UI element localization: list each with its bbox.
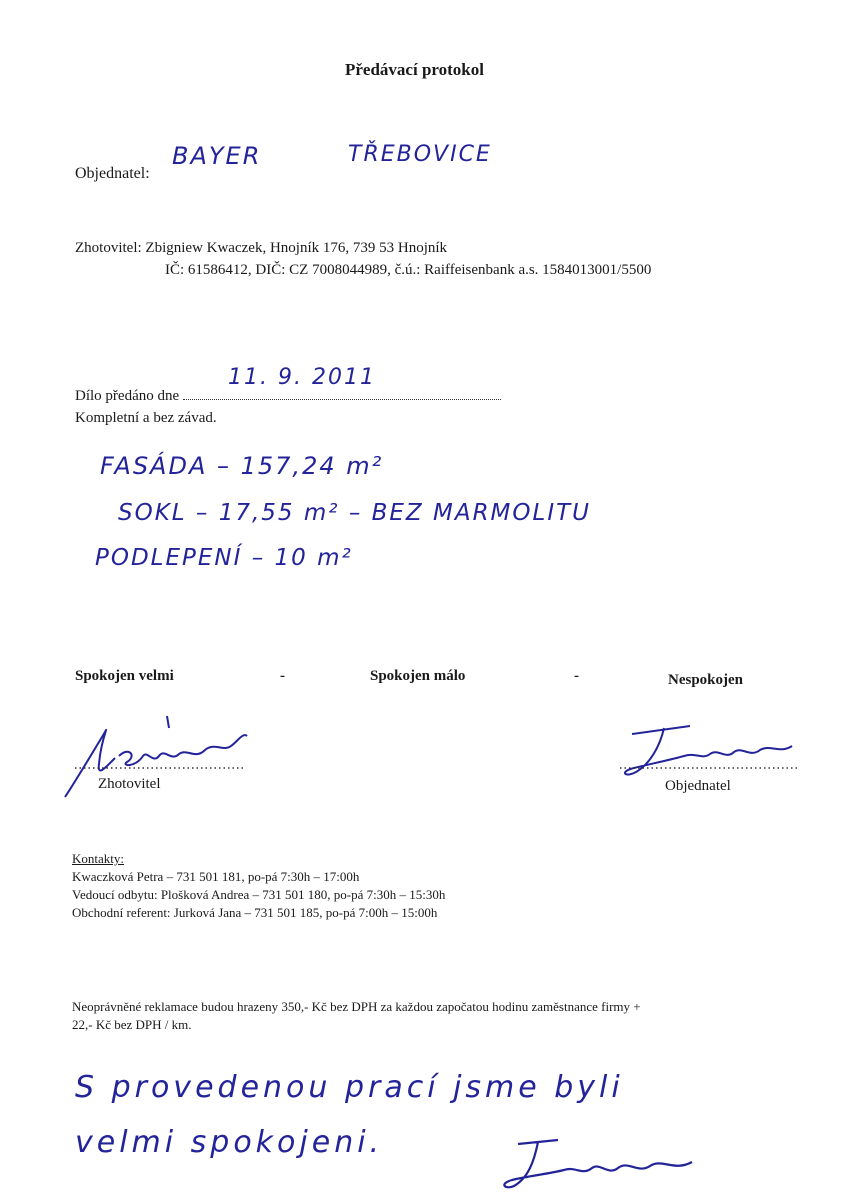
contractor-line: Zhotovitel: Zbigniew Kwaczek, Hnojník 176, 739 53 Hnojník	[75, 240, 448, 256]
customer-signature-label: Objednatel	[665, 778, 731, 794]
handover-label	[75, 388, 501, 405]
rating-separator: -	[574, 668, 579, 684]
handover-date-handwritten: 11. 9. 2011	[228, 365, 376, 390]
handover-label-text: Dílo předáno dne	[75, 388, 180, 404]
rating-separator: -	[280, 668, 285, 684]
rating-very-satisfied: Spokojen velmi	[75, 668, 174, 684]
contacts-heading: Kontakty:	[72, 851, 124, 866]
contact-line: Vedoucí odbytu: Plošková Andrea – 731 501 180, po-pá 7:30h – 15:30h	[72, 887, 446, 902]
disclaimer-line: 22,- Kč bez DPH / km.	[72, 1017, 192, 1032]
rating-dissatisfied: Nespokojen	[668, 672, 744, 688]
customer-note-line: velmi spokojeni.	[75, 1125, 384, 1160]
handover-status: Kompletní a bez závad.	[75, 410, 217, 426]
work-item: SOKL – 17,55 m² – BEZ MARMOLITU	[118, 500, 591, 526]
disclaimer-line: Neoprávněné reklamace budou hrazeny 350,- Kč bez DPH za každou započatou hodinu zaměstnance firmy +	[72, 999, 641, 1014]
contractor-signature-label: Zhotovitel	[98, 776, 161, 792]
customer-name-handwritten: BAYER	[172, 142, 262, 170]
customer-label: Objednatel:	[75, 165, 150, 182]
handover-date-line	[183, 399, 501, 400]
work-item: PODLEPENÍ – 10 m²	[95, 545, 353, 571]
contact-line: Kwaczková Petra – 731 501 181, po-pá 7:30h – 17:00h	[72, 869, 360, 884]
rating-little-satisfied: Spokojen málo	[370, 668, 466, 684]
customer-note-line: S provedenou prací jsme byli	[75, 1070, 624, 1105]
contact-line: Obchodní referent: Jurková Jana – 731 501 185, po-pá 7:00h – 15:00h	[72, 905, 438, 920]
work-item: FASÁDA – 157,24 m²	[100, 452, 384, 480]
customer-place-handwritten: TŘEBOVICE	[348, 142, 492, 167]
contractor-ids-line: IČ: 61586412, DIČ: CZ 7008044989, č.ú.: Raiffeisenbank a.s. 1584013001/5500	[165, 262, 652, 278]
document-title: Předávací protokol	[345, 60, 484, 79]
customer-note-signature	[488, 1132, 708, 1198]
